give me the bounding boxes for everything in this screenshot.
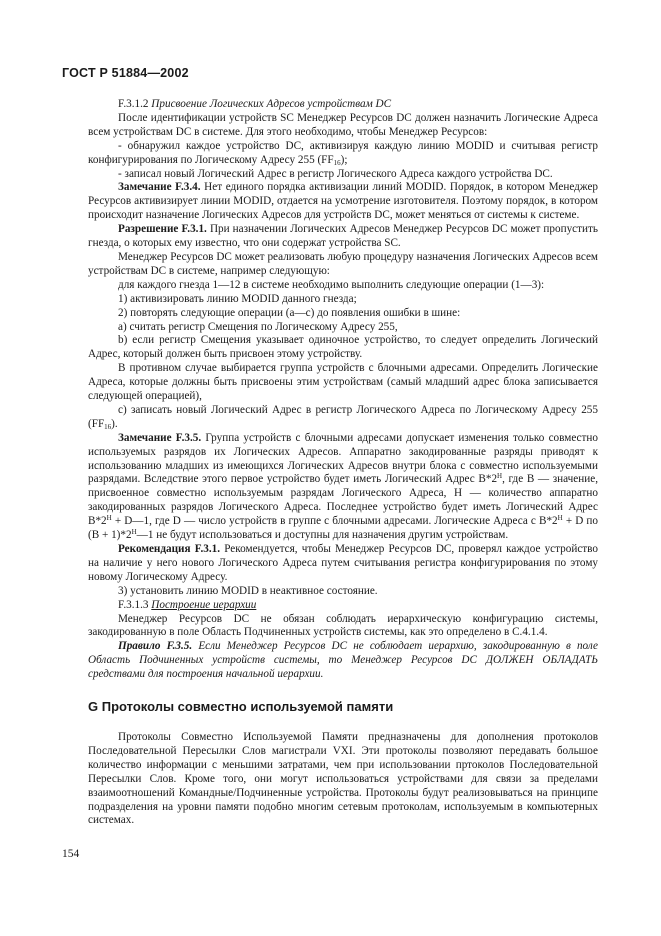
note-label: Замечание F.3.4. <box>118 181 201 194</box>
subsection-heading <box>88 98 598 112</box>
paragraph: - обнаружил каждое устройство DC, активизируя каждую линию MODID и считывая регистр конфигурирования по Логическому Адресу 255 $(FF_{16})$; <box>88 139 598 167</box>
list-item: 1) активизировать линию MODID данного гнезда; <box>118 292 357 305</box>
subsection-number: F.3.1.2 <box>118 98 149 110</box>
section-heading: G Протоколы совместно используемой памяти <box>88 699 394 714</box>
list-item: а) считать регистр Смещения по Логическому Адресу 255, <box>118 320 398 333</box>
rule-paragraph: Правило F.3.5. Если Менеджер Ресурсов DC не соблюдает иерархию, закодированную в поле Область Подчиненных устройств системы, то Менеджер Ресурсов DC ДОЛЖЕН ОБЛАДАТЬ средствами для построения начальной иерархии. <box>88 640 598 681</box>
paragraph: для каждого гнезда 1—12 в системе необходимо выполнить следующие операции (1—3): <box>118 278 545 291</box>
permission-label: Разрешение F.3.1. <box>118 223 207 236</box>
subsection-title: Присвоение Логических Адресов устройствам DC <box>151 98 392 110</box>
paragraph: В противном случае выбирается группа устройств с блочными адресами. Определить Логические Адреса, которые должны быть присвоены этим устройствам (самый младший адрес блока записывается следующей операцией), <box>88 362 598 403</box>
list-item: с) записать новый Логический Адрес в регистр Логического Адреса по Логическому Адресу 255 $(FF_{16})$. <box>88 403 598 431</box>
paragraph: Менеджер Ресурсов DC может реализовать любую процедуру назначения Логических Адресов всем устройствам DC в системе, например следующую: <box>88 250 598 277</box>
rule-label: Правило F.3.5. <box>118 640 193 653</box>
paragraph: Протоколы Совместно Используемой Памяти предназначены для дополнения протоколов Последовательной Пересылки Слов магистрали VXI. Эти протоколы позволяют передавать большое количество информации с меньшими затратами, чем при использовании пртоколов Последовательной Пересылки Слов. Кроме того, они могут использоваться устройствами для связи за пределами взаимоотношений Командные/Подчиненные устройства. Протоколы будут реализовываться на принципе подразделения на уровни памяти подобно многим сетевым протоколам, используемым в компьютерных системах. <box>88 731 598 827</box>
note-label: Замечание F.3.5. <box>118 431 202 444</box>
paragraph: - записал новый Логический Адрес в регистр Логического Адреса каждого устройства DC. <box>118 167 553 180</box>
list-item: b) если регистр Смещения указывает одиночное устройство, то следует определить Логический Адрес, который должен быть присвоен этому устройству. <box>88 334 598 361</box>
subsection-number: F.3.1.3 <box>118 598 149 611</box>
list-item: 3) установить линию MODID в неактивное состояние. <box>118 584 378 597</box>
page-number: 154 <box>62 848 80 860</box>
recommendation-paragraph: Рекомендация F.3.1. Рекомендуется, чтобы Менеджер Ресурсов DC, проверял каждое устройство на наличие у него нового Логического Адреса путем считывания регистра конфигурирования по этому новому Логическому Адресу. <box>88 543 598 583</box>
subsection-heading <box>88 599 598 613</box>
recommendation-label: Рекомендация F.3.1. <box>118 543 221 555</box>
list-item: 2) повторять следующие операции (а—с) до появления ошибки в шине: <box>118 306 461 319</box>
main-text <box>88 98 598 682</box>
permission-paragraph: Разрешение F.3.1. При назначении Логических Адресов Менеджер Ресурсов DC может пропустить гнезда, о которых ему известно, что они содержат устройства SC. <box>88 223 599 250</box>
subsection-title: Построение иерархии <box>151 598 257 611</box>
paragraph: Менеджер Ресурсов DC не обязан соблюдать иерархическую конфигурацию системы, закодированную в поле Область Подчиненных устройств системы, как это определено в С.4.1.4. <box>88 612 598 639</box>
note-paragraph: Замечание F.3.4. Нет единого порядка активизации линий MODID. Порядок, в котором Менеджер Ресурсов активизирует линии MODID, отдается на усмотрение изготовителя. Поэтому порядок, в котором происходит назначение Логических Адресов для устройств DC, может меняться от системы к системе. <box>88 181 599 222</box>
section-text <box>88 731 598 828</box>
note-paragraph: Замечание F.3.5. Группа устройств с блочными адресами допускает изменения только совместно используемых разрядов их Логических Адресов. Аппаратно закодированные разряды приводят к использованию младших из имеющихся Логических Адресов внутри блока с совместно используемыми разрядами. Вследствие этого первое устройство будет иметь Логический Адрес $В*2^Н$, где В — значение, присвоенное совместно используемым разрядам Логического Адреса, Н — количество аппаратно закодированных разрядов Логического Адреса. Последнее устройство будет иметь Логический Адрес $В*2^Н$ + D—1, где D — число устройств в группе с блочными адресами. Логические Адреса с $В*2^Н + D$ по $(В + 1)*2^Н—1$ не будут использоваться и доступны для назначения другим устройствам. <box>88 431 598 542</box>
paragraph: После идентификации устройств SC Менеджер Ресурсов DC должен назначить Логические Адреса всем устройствам DC в системе. Для этого необходимо, чтобы Менеджер Ресурсов: <box>88 111 598 138</box>
standard-header: ГОСТ Р 51884—2002 <box>62 66 189 80</box>
